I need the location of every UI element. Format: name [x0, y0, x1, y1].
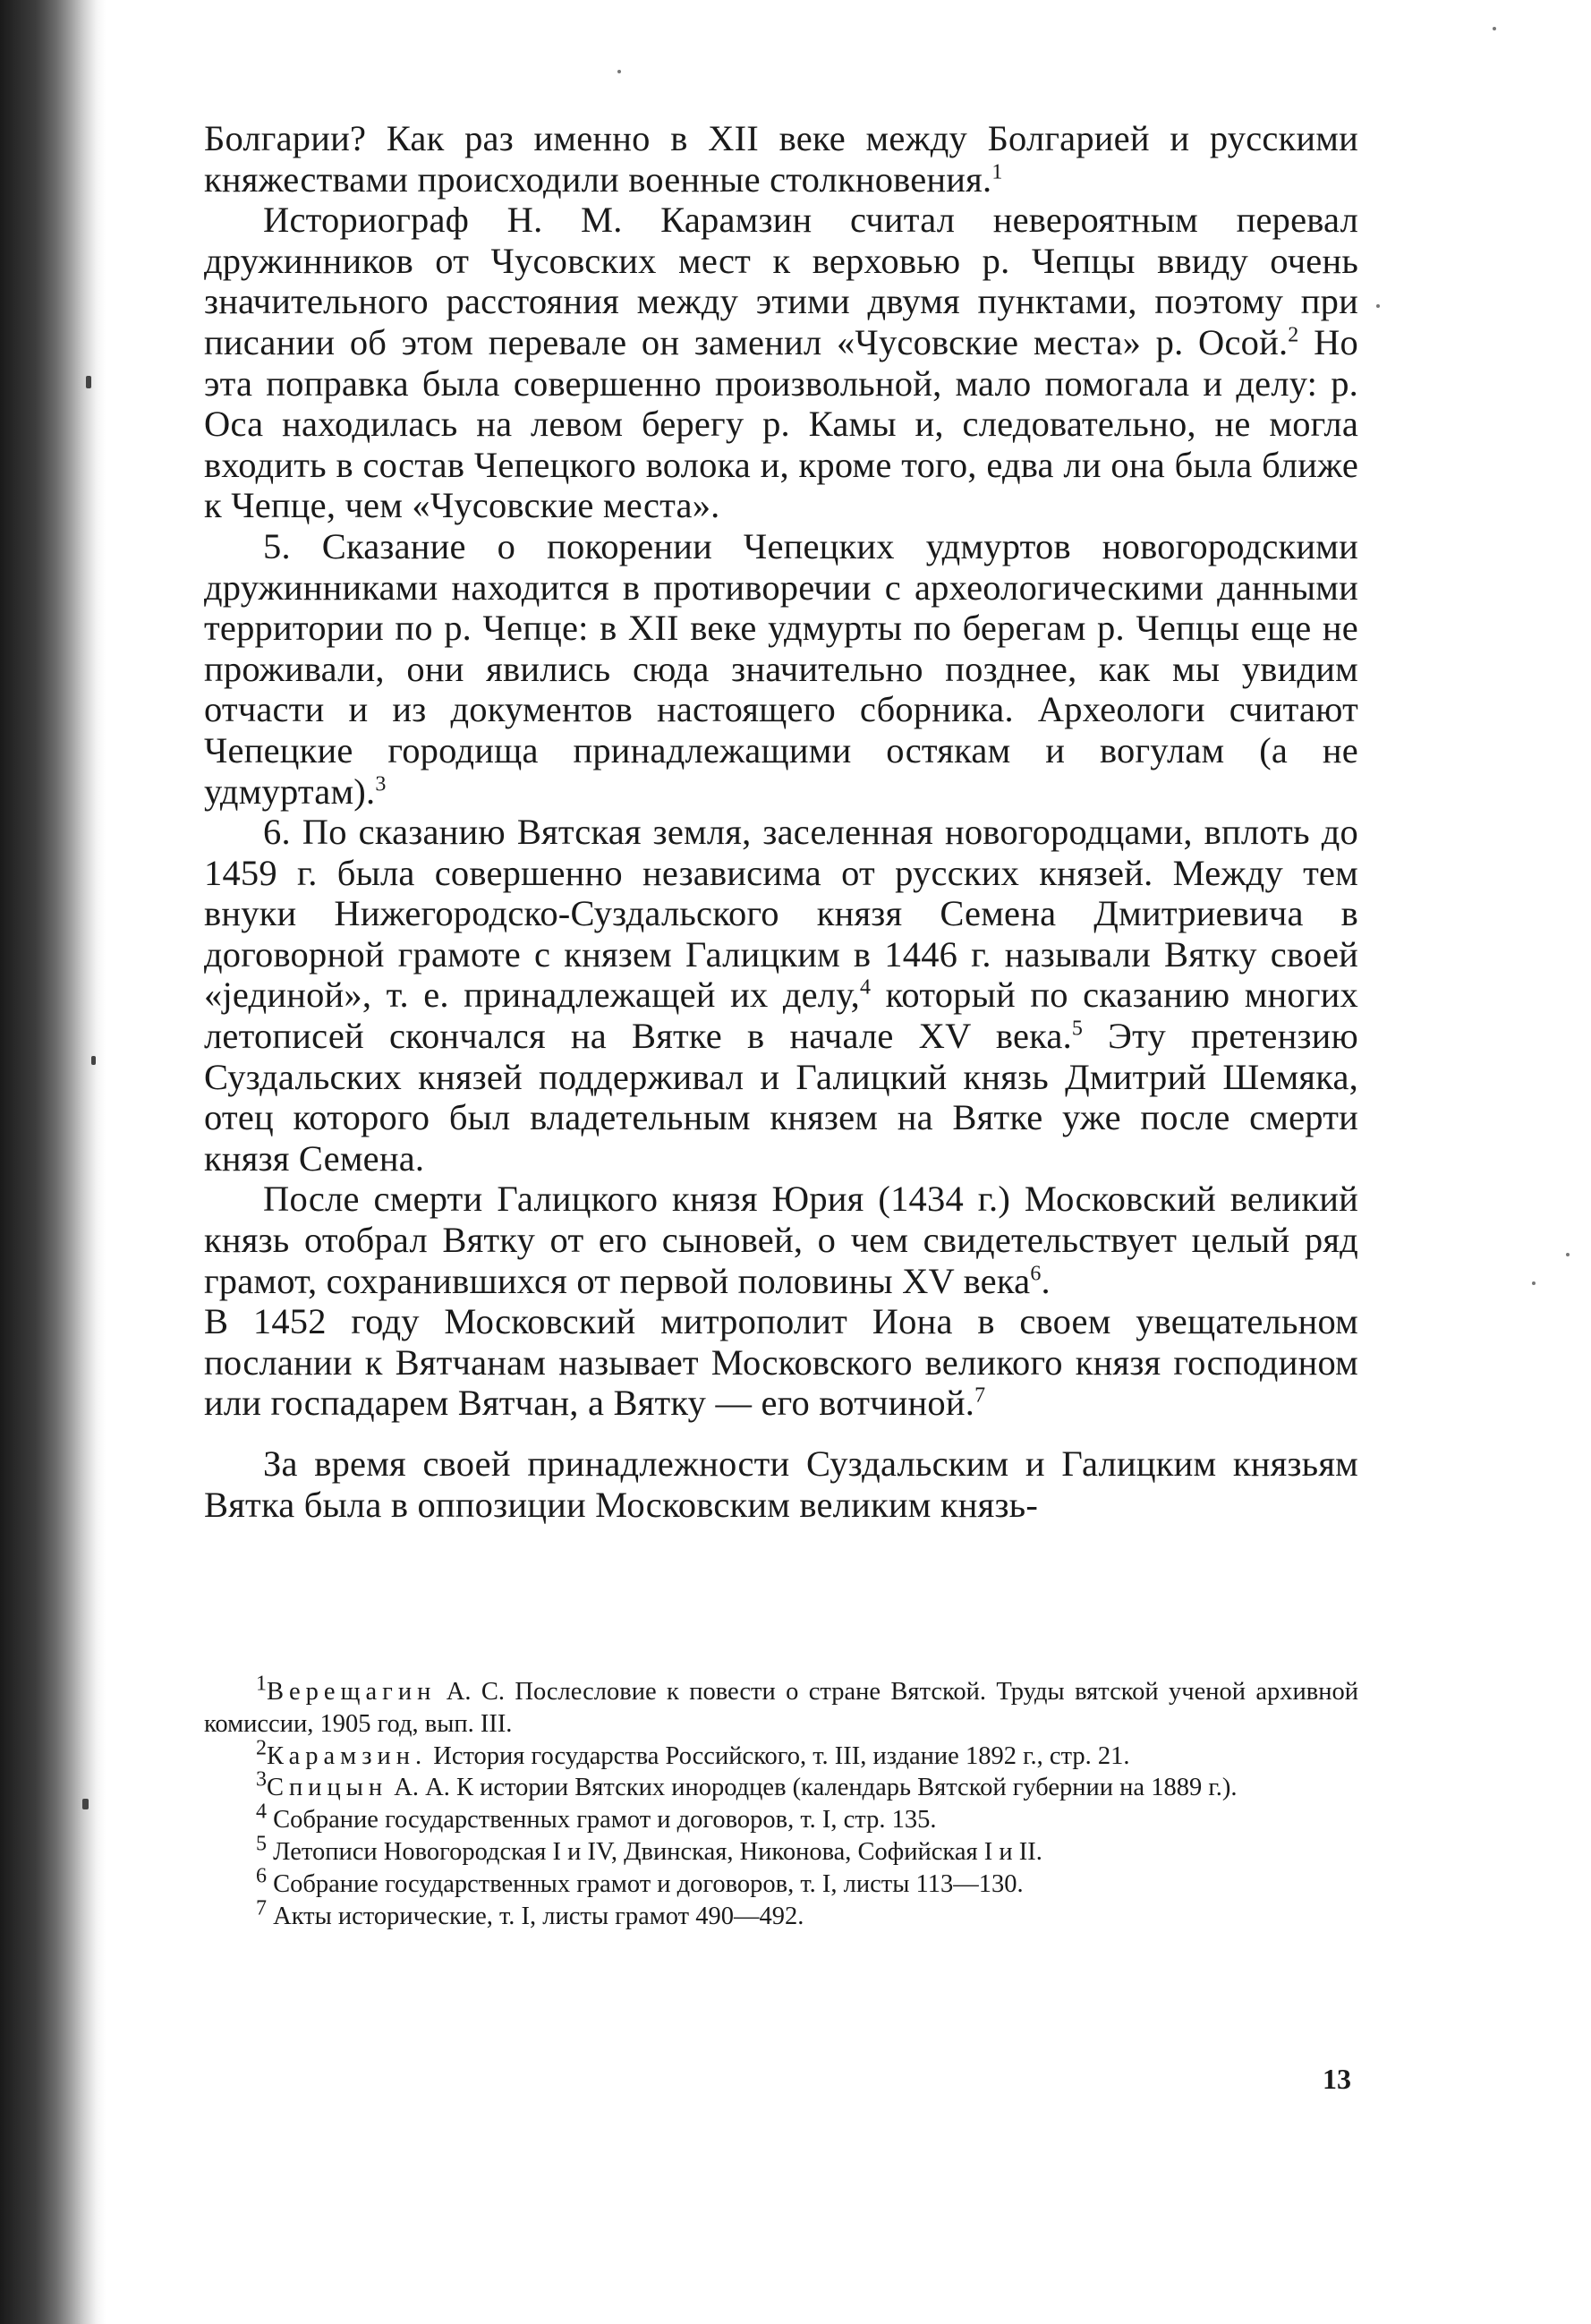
footnote-7: [204, 1896, 1358, 1933]
scan-speck: [1493, 27, 1496, 30]
footnote-3: [204, 1767, 1358, 1804]
footnote-text: Собрание государственных грамот и договоров, т. I, стр. 135.: [267, 1806, 937, 1835]
paragraph-text: .: [1041, 1260, 1051, 1301]
footnote-text: А. С. Послесловие к повести о стране Вятской. Труды вятской ученой архивной комиссии, 1905 год, вып. III.: [204, 1678, 1358, 1738]
paragraph-text: который по сказанию многих летописей скончался на Вятке в начале XV века.: [204, 975, 1359, 1057]
paragraph-2: [204, 200, 1358, 526]
scan-speck: [1566, 1253, 1570, 1256]
spine-speck: [82, 1799, 89, 1809]
paragraph-text: Историограф Н. М. Карамзин считал невероятным перевал дружинников от Чусовских мест к верховью р. Чепцы ввиду очень значительного расстояния между этими двумя пунктами, поэтому при писании об этом перевале он заменил «Чусовские места» р. Осой.: [204, 200, 1358, 362]
paragraph-text: В 1452 году Московский митрополит Иона в своем увещательном послании к Вятчанам называет Московского великого князя господином или госпадарем Вятчан, а Вятку — его вотчиной.: [204, 1301, 1358, 1424]
scan-speck: [617, 70, 621, 73]
footnote-ref: 4: [859, 975, 872, 1000]
footnote-ref: 7: [974, 1383, 986, 1408]
footnote-author: Верещагин: [267, 1678, 437, 1706]
footnote-1: [204, 1672, 1358, 1741]
spine-speck: [91, 1056, 96, 1065]
footnote-ref: 2: [1288, 323, 1299, 347]
scan-speck: [1376, 304, 1380, 308]
footnote-5: [204, 1832, 1358, 1869]
paragraph-text: 6. По сказанию Вятская земля, заселенная новогородцами, вплоть до 1459 г. была совершенно независима от русских князей. Между тем внуки Нижегородско-Суздальского князя Семена Дмитриевича в договорной грамоте с князем Галицким в 1446 г. называли Вятку своей «јединой», т. е. принадлежащей их делу,: [204, 812, 1358, 1016]
footnote-ref: 1: [991, 160, 1003, 184]
paragraph-text: За время своей принадлежности Суздальским и Галицким князьям Вятка была в оппозиции Московским великим князь-: [204, 1443, 1358, 1525]
page-number: 13: [1323, 2063, 1351, 2095]
footnote-4: [204, 1800, 1358, 1836]
paragraph-text: После смерти Галицкого князя Юрия (1434 г.) Московский великий князь отобрал Вятку от его сыновей, о чем свидетельствует целый ряд грамот, сохранившихся от первой половины XV века: [204, 1179, 1358, 1301]
footnote-mark: 2: [256, 1736, 267, 1760]
spine-speck: [86, 376, 91, 388]
footnote-mark: 5: [256, 1832, 267, 1856]
paragraph-1: [204, 118, 1358, 200]
paragraph-text: Эту претензию Суздальских князей поддерживал и Галицкий князь Дмитрий Шемяка, отец которого был владетельным князем на Вятке уже после смерти князя Семена.: [204, 1016, 1358, 1179]
paragraph-4: [204, 812, 1358, 1179]
scan-speck: [1532, 1281, 1536, 1285]
footnote-mark: 4: [256, 1800, 267, 1824]
footnotes: [204, 1672, 1358, 1932]
page-body: [204, 118, 1358, 1525]
footnote-mark: 6: [256, 1864, 267, 1888]
paragraph-6: [204, 1301, 1358, 1424]
footnote-6: [204, 1864, 1358, 1901]
footnote-author: Спицын: [267, 1774, 388, 1802]
footnote-ref: 3: [375, 772, 387, 796]
footnote-text: Собрание государственных грамот и договоров, т. I, листы 113—130.: [267, 1869, 1024, 1898]
paragraph-5: [204, 1179, 1358, 1301]
paragraph-3: [204, 526, 1358, 812]
footnote-text: Летописи Новогородская I и IV, Двинская, Никонова, Софийская I и II.: [267, 1837, 1042, 1866]
paragraph-text: Болгарии? Как раз именно в XII веке между Болгарией и русскими княжествами происходили военные столкновения.: [204, 118, 1358, 200]
footnote-mark: 1: [256, 1672, 267, 1696]
footnote-text: Акты исторические, т. I, листы грамот 490—492.: [267, 1902, 804, 1930]
footnote-ref: 6: [1030, 1262, 1042, 1286]
paragraph-7: [204, 1443, 1358, 1525]
footnote-mark: 7: [256, 1896, 267, 1920]
footnote-text: История государства Российского, т. III, издание 1892 г., стр. 21.: [427, 1741, 1130, 1770]
footnote-ref: 5: [1071, 1017, 1084, 1041]
footnote-mark: 3: [256, 1767, 267, 1792]
paragraph-text: Но эта поправка была совершенно произвольной, мало помогала и делу: р. Оса находилась на левом берегу р. Камы и, следовательно, не могла входить в состав Чепецкого волока и, кроме того, едва ли она была ближе к Чепце, чем «Чусовские места».: [204, 321, 1358, 526]
paragraph-text: 5. Сказание о покорении Чепецких удмуртов новогородскими дружинниками находится в противоречии с археологическими данными территории по р. Чепце: в XII веке удмурты по берегам р. Чепцы еще не проживали, они явились сюда значительно позднее, как мы увидим отчасти и из документов настоящего сборника. Археологи считают Чепецкие городища принадлежащими остякам и вогулам (а не удмуртам).: [204, 525, 1358, 812]
book-spine-shadow: [0, 0, 106, 2324]
footnote-author: Карамзин.: [267, 1741, 428, 1770]
footnote-text: А. А. К истории Вятских инородцев (календарь Вятской губернии на 1889 г.).: [387, 1774, 1238, 1802]
footnote-2: [204, 1736, 1358, 1773]
main-text: [204, 118, 1358, 1525]
